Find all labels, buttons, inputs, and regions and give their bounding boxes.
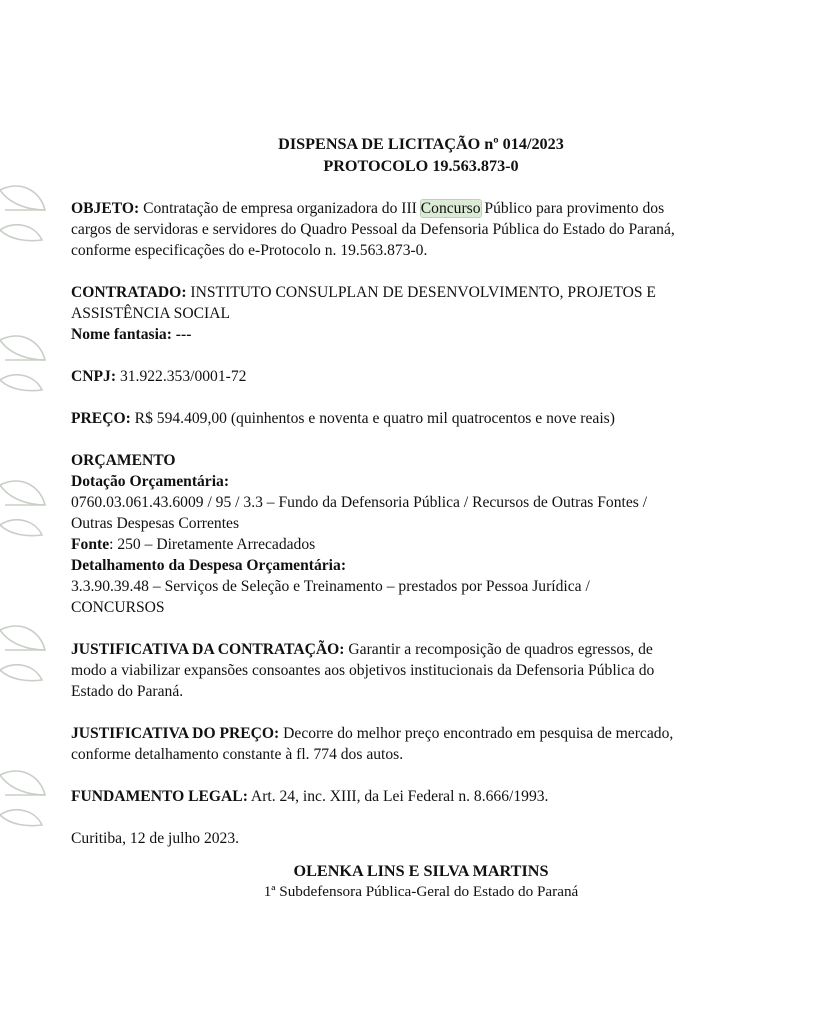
document-title: [71, 133, 771, 177]
title-line-1: DISPENSA DE LICITAÇÃO nº 014/2023: [278, 135, 564, 153]
fonte-label: Fonte: [71, 536, 110, 553]
objeto-line-2: cargos de servidoras e servidores do Quadro Pessoal da Defensoria Pública do Estado do Paraná,: [71, 221, 675, 238]
leaf-pattern-decoration: [0, 0, 60, 1024]
contratado-label: CONTRATADO:: [71, 284, 187, 301]
leaf-icon: [0, 481, 45, 536]
contratado-section: [71, 282, 771, 345]
signer-name: OLENKA LINS E SILVA MARTINS: [293, 862, 549, 880]
preco-line: [71, 408, 771, 429]
leaf-icon: [0, 771, 45, 826]
nome-fantasia: Nome fantasia: ---: [71, 326, 192, 343]
justificativa-preco-line-2: conforme detalhamento constante à fl. 774 dos autos.: [71, 746, 404, 763]
detalhamento-label: Detalhamento da Despesa Orçamentária:: [71, 557, 347, 574]
cnpj-line: [71, 366, 771, 387]
signature-block: [71, 861, 771, 902]
fonte-value: : 250 – Diretamente Arrecadados: [109, 536, 316, 553]
orcamento-title: ORÇAMENTO: [71, 452, 176, 469]
justificativa-contratacao-section: [71, 639, 771, 702]
objeto-text-a: Contratação de empresa organizadora do III: [139, 200, 421, 217]
dotacao-label: Dotação Orçamentária:: [71, 473, 230, 490]
leaf-icon: [0, 626, 45, 681]
justificativa-preco-text: Decorre do melhor preço encontrado em pesquisa de mercado,: [279, 725, 674, 742]
cnpj-label: CNPJ:: [71, 368, 117, 385]
leaf-icon: [0, 336, 45, 391]
dotacao-line-2: Outras Despesas Correntes: [71, 515, 240, 532]
objeto-section: [71, 198, 771, 261]
objeto-text-b: Público para provimento dos: [480, 200, 665, 217]
detalhamento-line-2: CONCURSOS: [71, 599, 165, 616]
justificativa-preco-section: [71, 723, 771, 765]
orcamento-section: [71, 450, 771, 618]
justificativa-preco-label: JUSTIFICATIVA DO PREÇO:: [71, 725, 280, 742]
leaf-icon: [0, 186, 45, 241]
dotacao-line-1: 0760.03.061.43.6009 / 95 / 3.3 – Fundo da Defensoria Pública / Recursos de Outras Fontes /: [71, 494, 648, 511]
fundamento-text: Art. 24, inc. XIII, da Lei Federal n. 8.666/1993.: [247, 788, 549, 805]
contratado-line-2: ASSISTÊNCIA SOCIAL: [71, 305, 230, 322]
local-data: Curitiba, 12 de julho 2023.: [71, 830, 240, 847]
highlighted-word: Concurso: [420, 200, 481, 217]
document-body: [71, 133, 771, 902]
preco-value: R$ 594.409,00 (quinhentos e noventa e quatro mil quatrocentos e nove reais): [130, 410, 615, 427]
fundamento-line: [71, 786, 771, 807]
title-line-2: PROTOCOLO 19.563.873-0: [323, 157, 519, 175]
objeto-label: OBJETO:: [71, 200, 140, 217]
objeto-line-3: conforme especificações do e-Protocolo n. 19.563.873-0.: [71, 242, 428, 259]
justificativa-contratacao-line-2: modo a viabilizar expansões consoantes aos objetivos institucionais da Defensoria Pública do: [71, 662, 655, 679]
cnpj-value: 31.922.353/0001-72: [116, 368, 247, 385]
justificativa-contratacao-label: JUSTIFICATIVA DA CONTRATAÇÃO:: [71, 641, 345, 658]
fundamento-label: FUNDAMENTO LEGAL:: [71, 788, 248, 805]
preco-label: PREÇO:: [71, 410, 131, 427]
justificativa-contratacao-text: Garantir a recomposição de quadros egressos, de: [344, 641, 653, 658]
detalhamento-line-1: 3.3.90.39.48 – Serviços de Seleção e Treinamento – prestados por Pessoa Jurídica /: [71, 578, 590, 595]
signer-role: 1ª Subdefensora Pública-Geral do Estado do Paraná: [263, 883, 579, 900]
justificativa-contratacao-line-3: Estado do Paraná.: [71, 683, 184, 700]
contratado-text: INSTITUTO CONSULPLAN DE DESENVOLVIMENTO, PROJETOS E: [186, 284, 656, 301]
